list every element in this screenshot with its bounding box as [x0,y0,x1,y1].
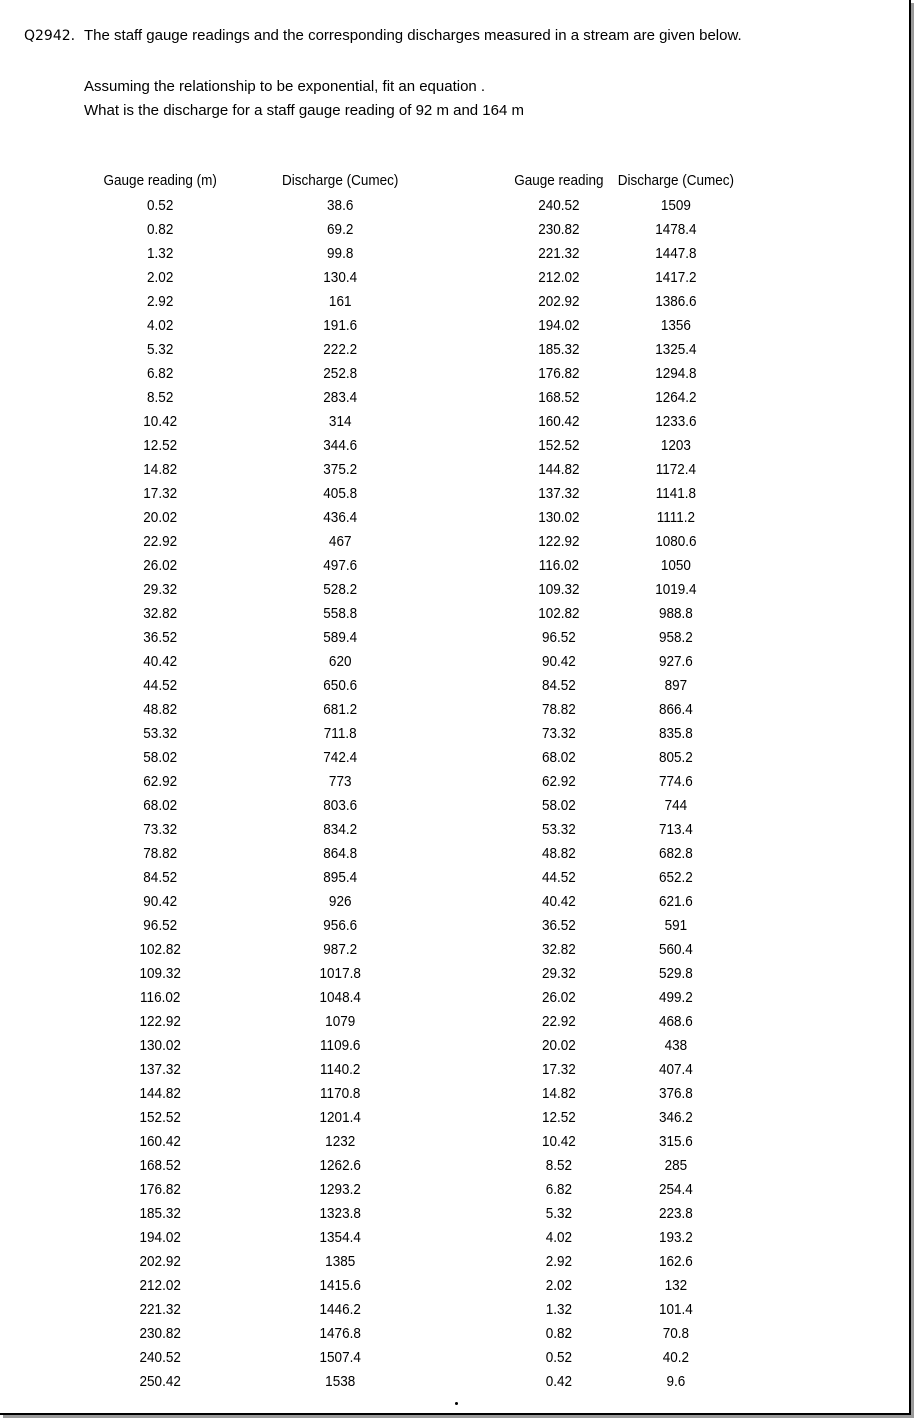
left-gauge-cell: 48.82 [143,701,178,718]
question-number: Q2942. [24,28,76,44]
left-gauge-cell: 20.02 [143,509,178,526]
right-gauge-cell: 44.52 [541,869,576,886]
right-discharge-cell: 162.6 [658,1253,693,1270]
left-discharge-cell: 1109.6 [320,1037,361,1054]
left-gauge-cell: 29.32 [143,581,178,598]
instruction-line-2: What is the discharge for a staff gauge reading of 92 m and 164 m [84,102,524,119]
left-discharge-cell: 1446.2 [319,1301,361,1318]
left-gauge-cell: 78.82 [143,845,178,862]
left-gauge-cell: 40.42 [143,653,178,670]
left-gauge-cell: 240.52 [139,1349,181,1366]
right-discharge-cell: 132 [664,1277,688,1294]
left-gauge-cell: 116.02 [140,989,181,1006]
right-gauge-cell: 5.32 [545,1205,573,1222]
left-discharge-cell: 1262.6 [319,1157,361,1174]
left-discharge-cell: 69.2 [327,221,354,238]
right-discharge-cell: 9.6 [666,1373,686,1390]
right-discharge-cell: 652.2 [658,869,693,886]
right-discharge-column [586,170,766,1394]
left-discharge-cell: 558.8 [323,605,358,622]
right-gauge-cell: 160.42 [538,413,580,430]
left-discharge-cell: 926 [328,893,352,910]
right-gauge-cell: 230.82 [538,221,580,238]
right-gauge-cell: 22.92 [541,1013,576,1030]
right-gauge-cell: 185.32 [538,341,580,358]
left-discharge-cell: 436.4 [323,509,358,526]
right-gauge-cell: 29.32 [541,965,576,982]
left-gauge-cell: 176.82 [139,1181,181,1198]
left-gauge-cell: 12.52 [143,437,178,454]
left-discharge-cell: 1507.4 [319,1349,361,1366]
right-discharge-cell: 468.6 [658,1013,693,1030]
right-gauge-cell: 1.32 [545,1301,573,1318]
left-discharge-cell: 344.6 [323,437,358,454]
right-discharge-cell: 40.2 [662,1349,690,1366]
left-discharge-cell: 99.8 [327,245,354,262]
left-gauge-cell: 2.92 [147,293,174,310]
right-discharge-cell: 1478.4 [655,221,697,238]
left-discharge-cell: 773 [328,773,352,790]
left-gauge-cell: 230.82 [139,1325,181,1342]
left-gauge-cell: 22.92 [143,533,178,550]
right-discharge-cell: 927.6 [658,653,693,670]
left-gauge-cell: 130.02 [139,1037,181,1054]
right-discharge-cell: 1509 [660,197,691,214]
left-gauge-cell: 102.82 [139,941,181,958]
right-gauge-cell: 58.02 [541,797,576,814]
left-discharge-cell: 1538 [325,1373,356,1390]
right-discharge-cell: 254.4 [658,1181,693,1198]
question-text: The staff gauge readings and the corresponding discharges measured in a stream are given below. [84,27,742,44]
right-discharge-cell: 1080.6 [655,533,697,550]
left-gauge-column [63,170,257,1394]
left-gauge-cell: 0.52 [147,197,174,214]
left-discharge-cell: 405.8 [323,485,358,502]
right-discharge-cell: 591 [664,917,688,934]
question-instructions [84,75,524,123]
right-gauge-cell: 212.02 [538,269,580,286]
left-gauge-cell: 221.32 [139,1301,181,1318]
left-discharge-cell: 375.2 [323,461,358,478]
right-gauge-cell: 96.52 [541,629,576,646]
left-gauge-cell: 250.42 [139,1373,181,1390]
question-line [24,27,742,44]
right-discharge-cell: 529.8 [658,965,693,982]
left-discharge-cell: 1232 [325,1133,356,1150]
left-gauge-cell: 1.32 [147,245,174,262]
left-discharge-cell: 742.4 [323,749,358,766]
left-discharge-cell: 467 [328,533,352,550]
left-discharge-cell: 528.2 [323,581,358,598]
right-gauge-cell: 240.52 [538,197,580,214]
right-gauge-cell: 116.02 [538,557,580,574]
right-gauge-cell: 202.92 [538,293,580,310]
left-discharge-cell: 987.2 [323,941,358,958]
right-discharge-cell: 315.6 [658,1133,693,1150]
right-gauge-cell: 122.92 [538,533,580,550]
right-gauge-cell: 2.92 [545,1253,573,1270]
right-discharge-cell: 866.4 [658,701,693,718]
left-discharge-column [250,170,430,1394]
left-discharge-cell: 222.2 [323,341,358,358]
left-discharge-cell: 497.6 [323,557,358,574]
right-discharge-cell: 1356 [660,317,691,334]
right-gauge-cell: 168.52 [538,389,580,406]
right-discharge-cell: 1172.4 [655,461,697,478]
right-gauge-cell: 221.32 [538,245,580,262]
right-gauge-cell: 152.52 [538,437,580,454]
right-gauge-cell: 102.82 [538,605,580,622]
left-discharge-cell: 1017.8 [319,965,361,982]
right-discharge-cell: 682.8 [658,845,693,862]
right-discharge-cell: 1294.8 [655,365,697,382]
right-discharge-cell: 499.2 [658,989,693,1006]
right-discharge-cell: 101.4 [658,1301,693,1318]
right-discharge-cell: 560.4 [658,941,693,958]
left-gauge-cell: 202.92 [139,1253,181,1270]
right-discharge-cell: 1325.4 [655,341,697,358]
right-discharge-cell: 713.4 [658,821,693,838]
right-discharge-cell: 1447.8 [655,245,697,262]
left-gauge-cell: 90.42 [143,893,178,910]
left-gauge-cell: 73.32 [143,821,178,838]
left-gauge-cell: 26.02 [143,557,178,574]
left-gauge-cell: 160.42 [139,1133,181,1150]
column-header: Gauge reading [514,172,604,189]
right-gauge-cell: 84.52 [541,677,576,694]
left-gauge-cell: 168.52 [139,1157,181,1174]
right-discharge-cell: 805.2 [658,749,693,766]
footer-dot [455,1402,458,1405]
left-discharge-cell: 1354.4 [319,1229,361,1246]
left-discharge-cell: 1201.4 [319,1109,361,1126]
left-gauge-cell: 2.02 [147,269,174,286]
left-discharge-cell: 681.2 [323,701,358,718]
right-gauge-cell: 26.02 [541,989,576,1006]
left-gauge-cell: 0.82 [147,221,174,238]
right-gauge-cell: 0.52 [545,1349,573,1366]
right-gauge-cell: 2.02 [545,1277,573,1294]
left-gauge-cell: 144.82 [139,1085,181,1102]
right-gauge-cell: 90.42 [541,653,576,670]
left-discharge-cell: 130.4 [323,269,358,286]
instruction-line-1: Assuming the relationship to be exponential, fit an equation . [84,78,486,95]
right-discharge-cell: 774.6 [658,773,693,790]
left-discharge-cell: 314 [328,413,352,430]
left-discharge-cell: 650.6 [323,677,358,694]
right-gauge-cell: 53.32 [541,821,576,838]
left-gauge-cell: 14.82 [143,461,178,478]
right-discharge-cell: 1141.8 [655,485,697,502]
right-gauge-cell: 0.42 [545,1373,573,1390]
right-discharge-cell: 1111.2 [656,509,696,526]
right-discharge-cell: 1264.2 [655,389,697,406]
left-gauge-cell: 212.02 [139,1277,181,1294]
right-discharge-cell: 1386.6 [655,293,697,310]
right-gauge-cell: 0.82 [545,1325,573,1342]
left-gauge-cell: 122.92 [139,1013,181,1030]
left-discharge-cell: 589.4 [323,629,358,646]
left-discharge-cell: 864.8 [323,845,358,862]
left-gauge-cell: 10.42 [143,413,178,430]
left-gauge-cell: 58.02 [143,749,178,766]
right-gauge-cell: 109.32 [538,581,580,598]
right-discharge-cell: 193.2 [658,1229,693,1246]
right-discharge-cell: 407.4 [658,1061,693,1078]
right-gauge-cell: 12.52 [541,1109,576,1126]
left-gauge-cell: 53.32 [143,725,178,742]
left-gauge-cell: 109.32 [139,965,181,982]
column-header: Gauge reading (m) [103,172,217,189]
left-discharge-cell: 1170.8 [320,1085,361,1102]
left-gauge-cell: 137.32 [139,1061,181,1078]
right-discharge-cell: 376.8 [658,1085,693,1102]
right-discharge-cell: 621.6 [658,893,693,910]
right-gauge-cell: 62.92 [541,773,576,790]
right-gauge-cell: 20.02 [541,1037,576,1054]
right-gauge-cell: 14.82 [541,1085,576,1102]
left-discharge-cell: 1140.2 [320,1061,361,1078]
left-discharge-cell: 620 [328,653,352,670]
right-gauge-cell: 176.82 [538,365,580,382]
right-gauge-cell: 194.02 [538,317,580,334]
left-discharge-cell: 803.6 [323,797,358,814]
column-header: Discharge (Cumec) [282,172,399,189]
left-discharge-cell: 283.4 [323,389,358,406]
right-discharge-cell: 285 [664,1157,688,1174]
left-discharge-cell: 1476.8 [319,1325,361,1342]
right-gauge-cell: 130.02 [538,509,580,526]
right-discharge-cell: 438 [664,1037,688,1054]
left-discharge-cell: 895.4 [323,869,358,886]
column-header: Discharge (Cumec) [617,172,735,189]
right-gauge-cell: 4.02 [545,1229,573,1246]
left-discharge-cell: 191.6 [323,317,358,334]
right-discharge-cell: 223.8 [658,1205,693,1222]
right-discharge-cell: 835.8 [658,725,693,742]
right-gauge-cell: 32.82 [541,941,576,958]
right-gauge-cell: 6.82 [545,1181,573,1198]
right-discharge-cell: 1019.4 [655,581,697,598]
left-gauge-cell: 152.52 [139,1109,181,1126]
left-discharge-cell: 956.6 [323,917,358,934]
left-gauge-cell: 96.52 [143,917,178,934]
left-gauge-cell: 4.02 [147,317,174,334]
right-discharge-cell: 1203 [660,437,691,454]
left-gauge-cell: 17.32 [143,485,178,502]
right-gauge-cell: 17.32 [541,1061,576,1078]
left-discharge-cell: 38.6 [327,197,354,214]
left-discharge-cell: 161 [328,293,352,310]
left-discharge-cell: 1048.4 [319,989,361,1006]
left-gauge-cell: 185.32 [139,1205,181,1222]
left-discharge-cell: 1293.2 [319,1181,361,1198]
right-discharge-cell: 958.2 [658,629,693,646]
right-gauge-cell: 137.32 [538,485,580,502]
right-discharge-cell: 1233.6 [655,413,697,430]
right-gauge-cell: 78.82 [541,701,576,718]
right-discharge-cell: 744 [664,797,688,814]
right-discharge-cell: 897 [664,677,688,694]
left-gauge-cell: 44.52 [143,677,178,694]
right-gauge-cell: 68.02 [541,749,576,766]
right-discharge-cell: 1417.2 [655,269,697,286]
right-discharge-cell: 70.8 [662,1325,690,1342]
right-gauge-cell: 73.32 [541,725,576,742]
right-discharge-cell: 1050 [660,557,691,574]
right-gauge-cell: 48.82 [541,845,576,862]
left-gauge-cell: 32.82 [143,605,178,622]
left-discharge-cell: 252.8 [323,365,358,382]
left-discharge-cell: 1385 [325,1253,356,1270]
left-discharge-cell: 1079 [325,1013,356,1030]
left-discharge-cell: 1415.6 [319,1277,361,1294]
right-gauge-cell: 36.52 [541,917,576,934]
left-gauge-cell: 84.52 [143,869,178,886]
left-gauge-cell: 36.52 [143,629,178,646]
left-gauge-cell: 8.52 [147,389,174,406]
left-gauge-cell: 194.02 [139,1229,181,1246]
right-gauge-cell: 40.42 [541,893,576,910]
left-gauge-cell: 5.32 [147,341,174,358]
right-gauge-cell: 8.52 [545,1157,573,1174]
left-discharge-cell: 834.2 [323,821,358,838]
right-discharge-cell: 346.2 [658,1109,693,1126]
left-gauge-cell: 6.82 [147,365,174,382]
left-discharge-cell: 711.8 [323,725,357,742]
left-gauge-cell: 62.92 [143,773,178,790]
right-gauge-cell: 144.82 [538,461,580,478]
left-gauge-cell: 68.02 [143,797,178,814]
left-discharge-cell: 1323.8 [319,1205,361,1222]
right-gauge-cell: 10.42 [541,1133,576,1150]
right-discharge-cell: 988.8 [658,605,693,622]
